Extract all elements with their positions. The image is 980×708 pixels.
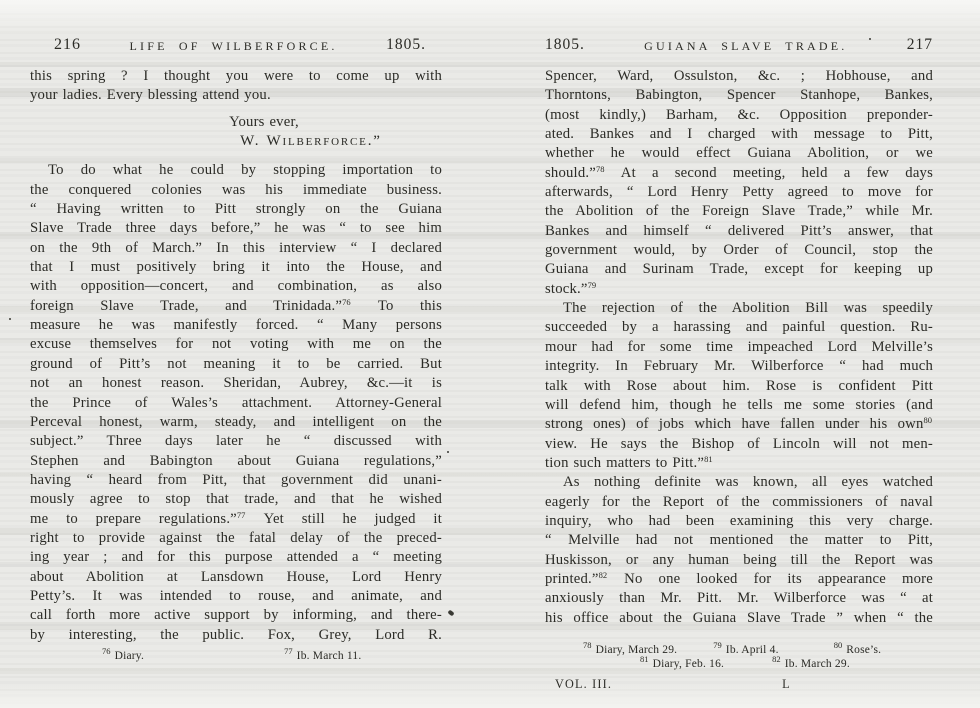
running-title: LIFE OF WILBERFORCE. bbox=[129, 39, 338, 53]
year-label: 1805. bbox=[386, 36, 426, 53]
text-line: The rejection of the Abolition Bill was speedily bbox=[563, 300, 933, 317]
text-line: (most kindly,) Barham, &c. Opposition preponder- bbox=[545, 106, 933, 123]
page-number: 216 bbox=[54, 36, 81, 53]
footnote: $^{76}$ Diary. bbox=[102, 645, 145, 662]
text-line: about Abolition at Lansdown House, Lord Henry bbox=[30, 568, 442, 585]
text-line: the Abolition of the Foreign Slave Trade,” while Mr. bbox=[545, 203, 933, 220]
year-label: 1805. bbox=[545, 36, 585, 53]
text-line: subject.” Three days later he “ discussed with bbox=[30, 433, 442, 450]
text-line: succeeded by a harassing and painful question. Ru- bbox=[545, 319, 933, 336]
text-line: whether he would effect Guiana Abolition, or we bbox=[545, 145, 933, 162]
text-line: Petty’s. It was intended to rouse, and animate, and bbox=[30, 587, 442, 604]
text-line: As nothing definite was known, all eyes watched bbox=[563, 474, 933, 491]
text-line: printed.”$^{82}$ No one looked for its appearance more bbox=[545, 569, 933, 587]
left-page-footnotes bbox=[30, 645, 442, 662]
volume-row bbox=[545, 677, 933, 692]
text-line: integrity. In February Mr. Wilberforce “ had much bbox=[545, 358, 933, 375]
text-line: eagerly for the Report of the commissioners of naval bbox=[545, 493, 933, 510]
text-line: his office about the Guiana Slave Trade ” when “ the bbox=[545, 609, 933, 626]
footnote-row bbox=[545, 639, 933, 656]
text-line: your ladies. Every blessing attend you. bbox=[30, 87, 271, 104]
text-line: me to prepare regulations.”$^{77}$ Yet still he judged it bbox=[30, 509, 442, 527]
text-line: call forth more active support by informing, and there- bbox=[30, 607, 442, 624]
text-line: should.”$^{78}$ At a second meeting, held a few days bbox=[545, 163, 933, 181]
right-page-header bbox=[545, 36, 933, 54]
text-line: afterwards, “ Lord Henry Petty agreed to move for bbox=[545, 184, 933, 201]
text-line: government would, by Order of Council, stop the bbox=[545, 242, 933, 259]
footnote: $^{79}$ Ib. April 4. bbox=[713, 639, 779, 656]
text-line: on the 9th of March.” In this interview “ I declared bbox=[30, 239, 442, 256]
text-line: Slave Trade three days before,” he was “ to see him bbox=[30, 220, 442, 237]
text-line: mously agree to stop that trade, and that he wished bbox=[30, 491, 442, 508]
left-page-column bbox=[30, 36, 442, 662]
text-line: ated. Bankes and I charged with message to Pitt, bbox=[545, 126, 933, 143]
text-line: mour had for some time impeached Lord Melville’s bbox=[545, 338, 933, 355]
footnote: $^{82}$ Ib. March 29. bbox=[772, 653, 850, 670]
text-line: To do what he could by stopping importation to bbox=[48, 162, 442, 179]
text-line: inquiry, who had been examining this very charge. bbox=[545, 512, 933, 529]
text-line: Huskisson, or any human being till the Report was bbox=[545, 551, 933, 568]
text-line: not an honest reason. Sheridan, Aubrey, &c.—it is bbox=[30, 375, 442, 392]
text-line: Stephen and Babington about Guiana regulations,” bbox=[30, 452, 442, 469]
left-page-header bbox=[30, 36, 442, 54]
footnote: $^{77}$ Ib. March 11. bbox=[284, 645, 362, 662]
text-line: Yours ever, bbox=[229, 113, 299, 130]
text-line: having “ heard from Pitt, that government did unani- bbox=[30, 471, 442, 488]
text-line: ground of Pitt’s not meaning it to be carried. But bbox=[30, 355, 442, 372]
text-line: Perceval honest, warm, steady, and intelligent on the bbox=[30, 413, 442, 430]
footnote: $^{78}$ Diary, March 29. bbox=[583, 639, 678, 656]
text-line: with opposition—concert, and combination, as also bbox=[30, 278, 442, 295]
text-line: by interesting, the public. Fox, Grey, Lord R. bbox=[30, 626, 442, 643]
footnote: $^{80}$ Rose’s. bbox=[833, 639, 882, 656]
text-line: “ Having written to Pitt strongly on the Guiana bbox=[30, 201, 442, 218]
text-line: will defend him, though he tells me some stories (and bbox=[545, 396, 933, 413]
text-line: measure he was manifestly forced. “ Many persons bbox=[30, 317, 442, 334]
text-line: Thorntons, Babington, Spencer Stanhope, Bankes, bbox=[545, 87, 933, 104]
text-line: stock.”$^{79}$ bbox=[545, 279, 597, 297]
signature-mark: L bbox=[782, 676, 790, 691]
text-line: Bankes and himself “ delivered Pitt’s answer, that bbox=[545, 222, 933, 239]
text-line: tion such matters to Pitt.”$^{81}$ bbox=[545, 453, 713, 471]
right-page-footnotes bbox=[545, 639, 933, 692]
volume-label: VOL. III. bbox=[555, 676, 613, 691]
left-page-body bbox=[30, 67, 442, 645]
running-title: GUIANA SLAVE TRADE. bbox=[644, 39, 848, 53]
text-line: strong ones) of jobs which have fallen under his own$^{80}$ bbox=[545, 415, 932, 433]
text-line: right to provide against the fatal delay of the preced- bbox=[30, 529, 442, 546]
page-number: 217 bbox=[906, 36, 933, 53]
text-line: anxiously than Mr. Pitt. Mr. Wilberforce was “ at bbox=[545, 590, 933, 607]
text-line: foreign Slave Trade, and Trinidada.”$^{76}$ To this bbox=[30, 296, 442, 314]
footnote-row bbox=[545, 653, 933, 670]
text-line: “ Melville had not mentioned the matter to Pitt, bbox=[545, 532, 933, 549]
text-line: Guiana and Surinam Trade, except for keeping up bbox=[545, 261, 933, 278]
text-line: excuse themselves for not voting with me on the bbox=[30, 336, 442, 353]
text-line: view. He says the Bishop of Lincoln will not men- bbox=[545, 435, 933, 452]
text-line: the Prince of Wales’s attachment. Attorney-General bbox=[30, 394, 442, 411]
text-line: Spencer, Ward, Ossulston, &c. ; Hobhouse, and bbox=[545, 68, 933, 84]
right-page bbox=[490, 0, 980, 708]
text-line: that I must positively bring it into the House, and bbox=[30, 259, 442, 276]
footnote: $^{81}$ Diary, Feb. 16. bbox=[640, 653, 725, 670]
right-page-body bbox=[545, 67, 933, 628]
text-line: this spring ? I thought you were to come up with bbox=[30, 68, 442, 84]
text-line: the conquered colonies was his immediate business. bbox=[30, 181, 442, 198]
text-line: ing year ; and for this purpose attended a “ meeting bbox=[30, 549, 442, 566]
footnote-row bbox=[30, 645, 442, 662]
text-line: talk with Rose about him. Rose is confident Pitt bbox=[545, 377, 933, 394]
right-page-column bbox=[545, 36, 933, 692]
text-line: W. Wilberforce.” bbox=[240, 133, 382, 150]
